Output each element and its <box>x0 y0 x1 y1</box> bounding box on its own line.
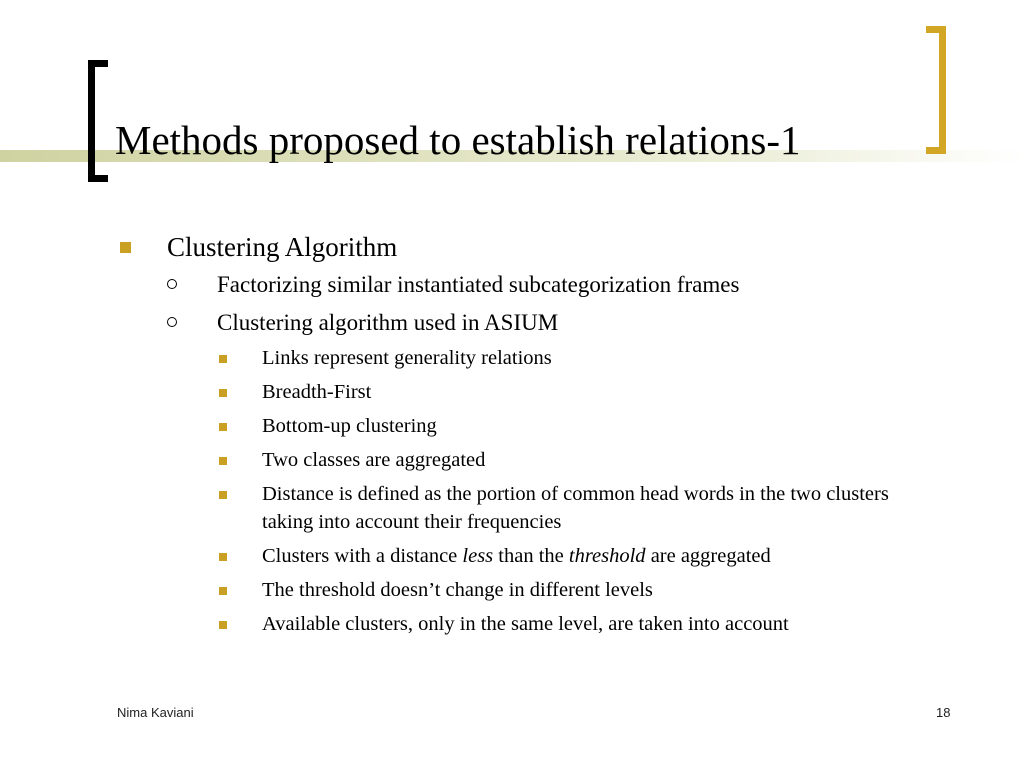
sub-sub-bullet-list <box>0 344 1024 638</box>
square-bullet-icon <box>219 389 227 397</box>
sub-sub-bullet-item <box>0 576 1024 604</box>
bullet-row <box>0 228 1024 266</box>
sub-sub-bullet-item <box>0 378 1024 406</box>
sub-bullet-row <box>0 266 1024 304</box>
footer-page-number: 18 <box>936 705 951 720</box>
sub-sub-bullet-text: Available clusters, only in the same level, are taken into account <box>262 613 789 635</box>
text-part: Clusters with a distance <box>262 545 463 567</box>
sub-sub-bullet-text: Bottom-up clustering <box>262 415 437 437</box>
slide-title: Methods proposed to establish relations-1 <box>115 117 801 163</box>
sub-bullet-item <box>0 304 1024 638</box>
italic-term-threshold: threshold <box>568 545 646 567</box>
left-bracket-decoration <box>88 60 108 182</box>
text-part: than the <box>493 545 569 567</box>
hollow-circle-bullet-icon <box>167 279 177 289</box>
sub-sub-bullet-item <box>0 480 1024 536</box>
sub-bullet-item <box>0 266 1024 304</box>
sub-sub-bullet-text: Distance is defined as the portion of common head words in the two clusters taking into account their frequencies <box>262 483 889 533</box>
sub-bullet-row <box>0 304 1024 342</box>
hollow-circle-bullet-icon <box>167 317 177 327</box>
square-bullet-icon <box>219 621 227 629</box>
square-bullet-icon <box>219 587 227 595</box>
sub-sub-bullet-item <box>0 542 1024 570</box>
italic-term-less: less <box>462 545 494 567</box>
square-bullet-icon <box>219 491 227 499</box>
bullet-item-clustering-algorithm <box>0 228 1024 638</box>
sub-sub-bullet-text: Breadth-First <box>262 381 372 403</box>
square-bullet-icon <box>219 457 227 465</box>
sub-bullet-text: Factorizing similar instantiated subcategorization frames <box>217 272 740 297</box>
footer-author: Nima Kaviani <box>117 705 194 720</box>
text-part: are aggregated <box>645 545 771 567</box>
square-bullet-icon <box>219 553 227 561</box>
bullet-list <box>0 228 1024 644</box>
square-bullet-icon <box>120 242 131 253</box>
sub-sub-bullet-item <box>0 610 1024 638</box>
sub-bullet-list <box>0 266 1024 638</box>
square-bullet-icon <box>219 355 227 363</box>
square-bullet-icon <box>219 423 227 431</box>
sub-sub-bullet-text: Two classes are aggregated <box>262 449 486 471</box>
right-bracket-decoration <box>926 26 946 154</box>
sub-bullet-text: Clustering algorithm used in ASIUM <box>217 310 559 335</box>
sub-sub-bullet-text: Links represent generality relations <box>262 347 552 369</box>
sub-sub-bullet-text: The threshold doesn’t change in different levels <box>262 579 653 601</box>
sub-sub-bullet-item <box>0 344 1024 372</box>
sub-sub-bullet-item <box>0 446 1024 474</box>
bullet-text: Clustering Algorithm <box>167 232 398 262</box>
sub-sub-bullet-item <box>0 412 1024 440</box>
